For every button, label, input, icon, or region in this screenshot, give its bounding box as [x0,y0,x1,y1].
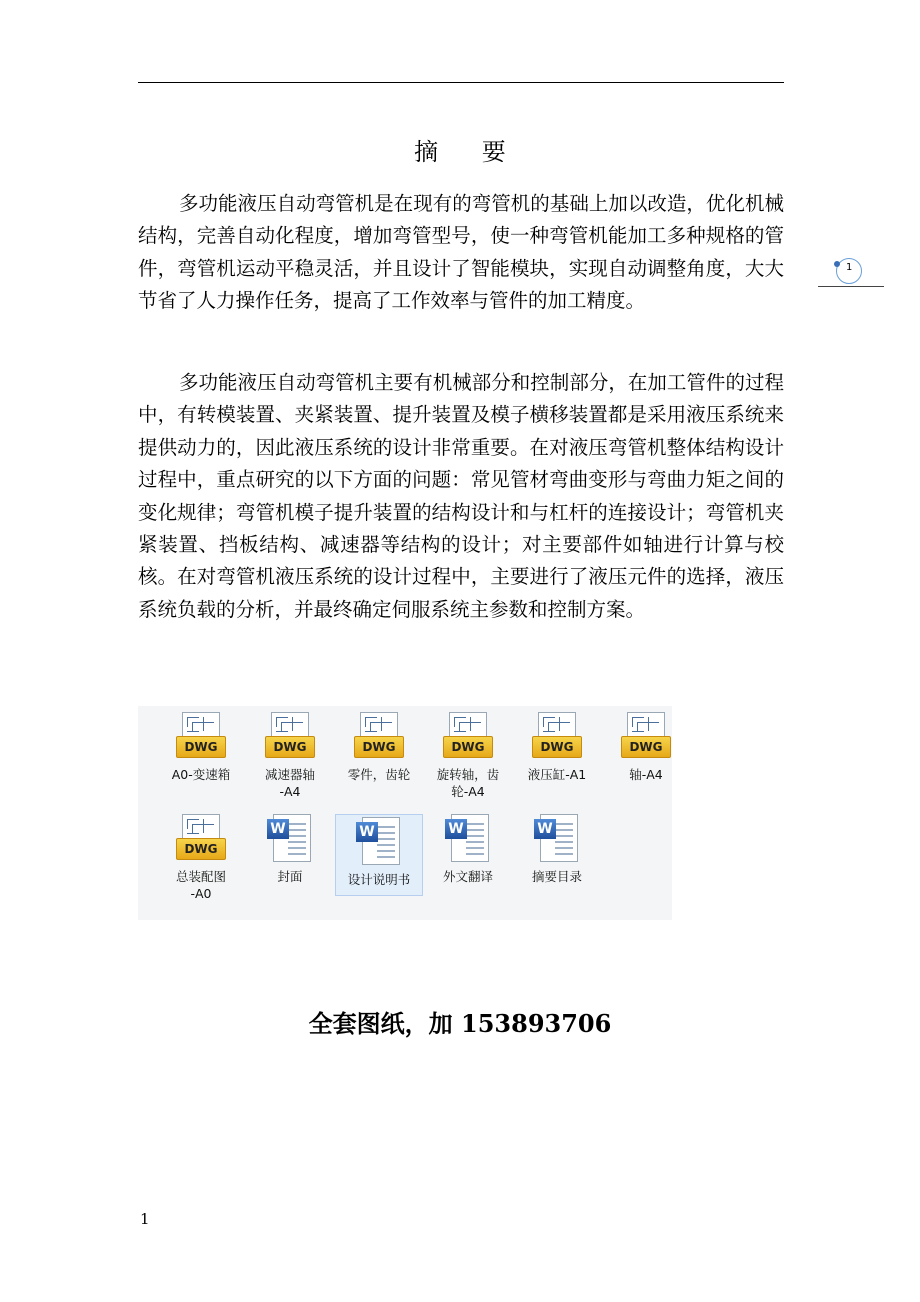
word-document-icon [443,814,493,864]
word-document-icon [532,814,582,864]
file-name: 零件，齿轮 [347,767,411,782]
abstract-title: 摘 要 [414,138,524,166]
file-item[interactable] [157,814,245,902]
dwg-badge: DWG [184,740,218,754]
file-item[interactable] [335,712,423,783]
header-rule [138,82,784,83]
comment-anchor-line [818,286,884,287]
file-browser-screenshot [138,706,672,920]
comment-dot-icon [834,261,840,267]
file-item[interactable] [157,712,245,783]
abstract-paragraph: 多功能液压自动弯管机是在现有的弯管机的基础上加以改造，优化机械结构，完善自动化程度，增加弯管型号，使一种弯管机能加工多种规格的管件，弯管机运动平稳灵活，并且设计了智能模块，实现自动调整角度，大大节省了人力操作任务，提高了工作效率与管件的加工精度。 [138,192,784,313]
contact-line: 全套图纸，加 153893706 [308,1009,612,1038]
file-name: 封面 [277,869,303,884]
file-name: 轴-A4 [629,767,663,782]
file-name: 总装配图 -A0 [175,869,226,901]
file-item[interactable] [246,814,334,885]
file-name: 摘要目录 [531,869,582,884]
word-badge: W [534,819,556,839]
comment-number: 1 [846,262,853,273]
file-item[interactable] [513,814,601,885]
dwg-badge: DWG [273,740,307,754]
file-name: A0-变速箱 [171,767,231,782]
dwg-badge: DWG [451,740,485,754]
word-badge: W [445,819,467,839]
file-name: 液压缸-A1 [527,767,587,782]
file-item[interactable] [602,712,690,783]
file-item[interactable] [246,712,334,800]
dwg-file-icon [265,712,315,762]
dwg-badge: DWG [362,740,396,754]
dwg-file-icon [176,712,226,762]
dwg-badge: DWG [540,740,574,754]
word-document-icon [265,814,315,864]
word-document-icon [354,817,404,867]
file-item[interactable] [335,814,423,896]
dwg-badge: DWG [184,842,218,856]
dwg-file-icon [532,712,582,762]
file-name: 旋转轴，齿 轮-A4 [436,767,500,799]
file-item[interactable] [513,712,601,783]
file-name: 减速器轴 -A4 [264,767,315,799]
word-badge: W [267,819,289,839]
page-number: 1 [140,1210,150,1228]
dwg-file-icon [354,712,404,762]
abstract-paragraph: 多功能液压自动弯管机主要有机械部分和控制部分，在加工管件的过程中，有转模装置、夹紧装置、提升装置及模子横移装置都是采用液压系统来提供动力的，因此液压系统的设计非常重要。在对液压弯管机整体结构设计过程中，重点研究的以下方面的问题：常见管材弯曲变形与弯曲力矩之间的变化规律；弯管机模子提升装置的结构设计和与杠杆的连接设计；弯管机夹紧装置、挡板结构、减速器等结构的设计；对主要部件如轴进行计算与校核。在对弯管机液压系统的设计过程中，主要进行了液压元件的选择，液压系统负载的分析，并最终确定伺服系统主参数和控制方案。 [138,371,784,621]
dwg-file-icon [176,814,226,864]
word-badge: W [356,822,378,842]
file-name: 设计说明书 [347,872,411,887]
file-item[interactable] [424,814,512,885]
dwg-badge: DWG [629,740,663,754]
file-item[interactable] [424,712,512,800]
dwg-file-icon [621,712,671,762]
file-name: 外文翻译 [442,869,493,884]
comment-marker[interactable] [818,256,884,290]
dwg-file-icon [443,712,493,762]
